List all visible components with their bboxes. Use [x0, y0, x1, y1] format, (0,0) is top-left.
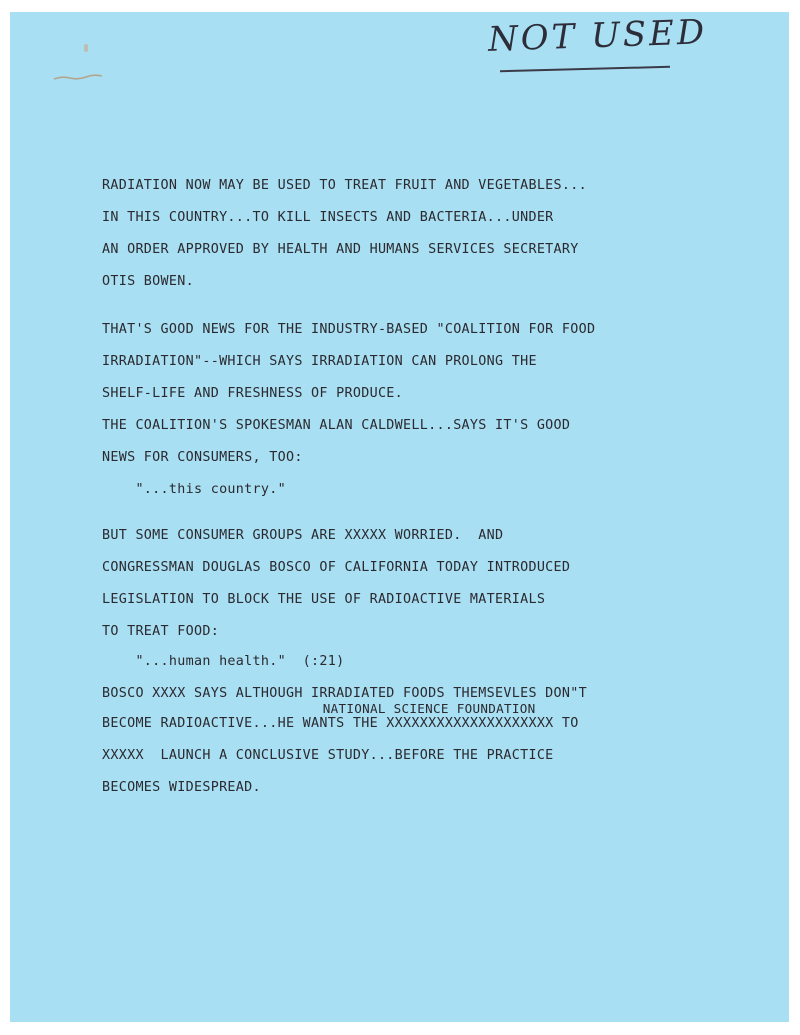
ink-smudge: [52, 72, 104, 82]
script-line-9: NEWS FOR CONSUMERS, TOO:: [102, 450, 303, 465]
script-line-2: IN THIS COUNTRY...TO KILL INSECTS AND BACTERIA...UNDER: [102, 210, 554, 225]
script-line-1: RADIATION NOW MAY BE USED TO TREAT FRUIT AND VEGETABLES...: [102, 178, 587, 193]
handwritten-underline: [500, 66, 670, 72]
script-line-3: AN ORDER APPROVED BY HEALTH AND HUMANS SERVICES SECRETARY: [102, 242, 579, 257]
script-line-10: BUT SOME CONSUMER GROUPS ARE XXXXX WORRIED. AND: [102, 528, 504, 543]
script-line-12: LEGISLATION TO BLOCK THE USE OF RADIOACTIVE MATERIALS: [102, 592, 546, 607]
document-page: [10, 12, 789, 1022]
script-line-4: OTIS BOWEN.: [102, 274, 194, 289]
soundbite-quote-1: "...this country.": [102, 482, 286, 497]
script-line-13: TO TREAT FOOD:: [102, 624, 220, 639]
soundbite-quote-2: "...human health." (:21): [102, 654, 345, 669]
script-line-11: CONGRESSMAN DOUGLAS BOSCO OF CALIFORNIA TODAY INTRODUCED: [102, 560, 571, 575]
script-line-5: THAT'S GOOD NEWS FOR THE INDUSTRY-BASED "COALITION FOR FOOD: [102, 322, 596, 337]
script-line-6: IRRADIATION"--WHICH SAYS IRRADIATION CAN PROLONG THE: [102, 354, 537, 369]
script-line-14: BOSCO XXXX SAYS ALTHOUGH IRRADIATED FOODS THEMSEVLES DON"T: [102, 686, 587, 701]
script-line-7: SHELF-LIFE AND FRESHNESS OF PRODUCE.: [102, 386, 404, 401]
script-line-16: XXXXX LAUNCH A CONCLUSIVE STUDY...BEFORE THE PRACTICE: [102, 748, 554, 763]
script-line-17: BECOMES WIDESPREAD.: [102, 780, 261, 795]
script-line-8: THE COALITION'S SPOKESMAN ALAN CALDWELL...SAYS IT'S GOOD: [102, 418, 571, 433]
typed-correction: NATIONAL SCIENCE FOUNDATION: [102, 701, 536, 716]
handwritten-note: NOT USED: [487, 12, 708, 60]
ink-mark: [84, 44, 88, 52]
script-line-15: BECOME RADIOACTIVE...HE WANTS THE XXXXXXXXXXXXXXXXXXXX TO: [102, 716, 579, 731]
